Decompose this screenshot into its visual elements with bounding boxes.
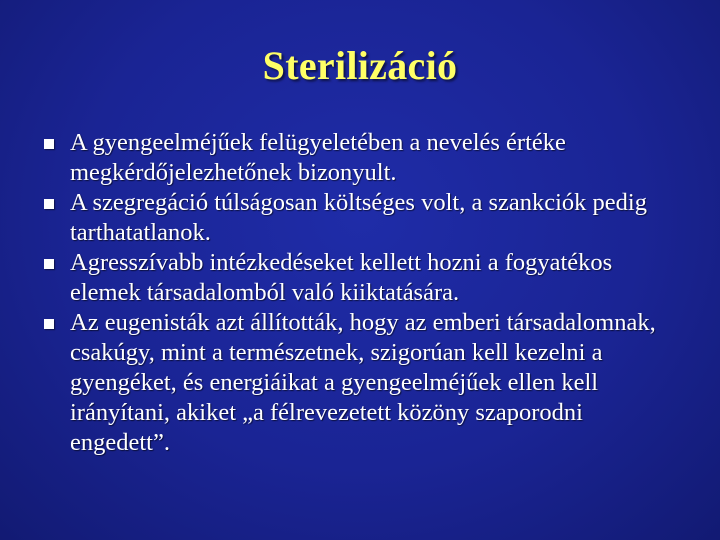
- bullet-item: [44, 188, 684, 248]
- bullet-item: [44, 308, 684, 458]
- square-bullet-icon: [44, 139, 54, 149]
- bullet-item: [44, 128, 684, 188]
- bullet-text: A szegregáció túlságosan költséges volt, a szankciók pedig tarthatatlanok.: [70, 189, 647, 246]
- slide-title: Sterilizáció: [262, 43, 458, 88]
- square-bullet-icon: [44, 259, 54, 269]
- bullet-item: [44, 248, 684, 308]
- square-bullet-icon: [44, 319, 54, 329]
- square-bullet-icon: [44, 199, 54, 209]
- bullet-text: A gyengeelméjűek felügyeletében a nevelés értéke megkérdőjelezhetőnek bizonyult.: [70, 129, 566, 186]
- bullet-list: [44, 128, 684, 458]
- bullet-text: Agresszívabb intézkedéseket kellett hozni a fogyatékos elemek társadalomból való kiiktatására.: [70, 249, 613, 306]
- bullet-text: Az eugenisták azt állították, hogy az emberi társadalomnak, csakúgy, mint a természetnek, szigorúan kell kezelni a gyengéket, és energiáikat a gyengeelméjűek ellen kell irányítani, akiket „a félrevezetett közöny szaporodni engedett”.: [70, 309, 656, 456]
